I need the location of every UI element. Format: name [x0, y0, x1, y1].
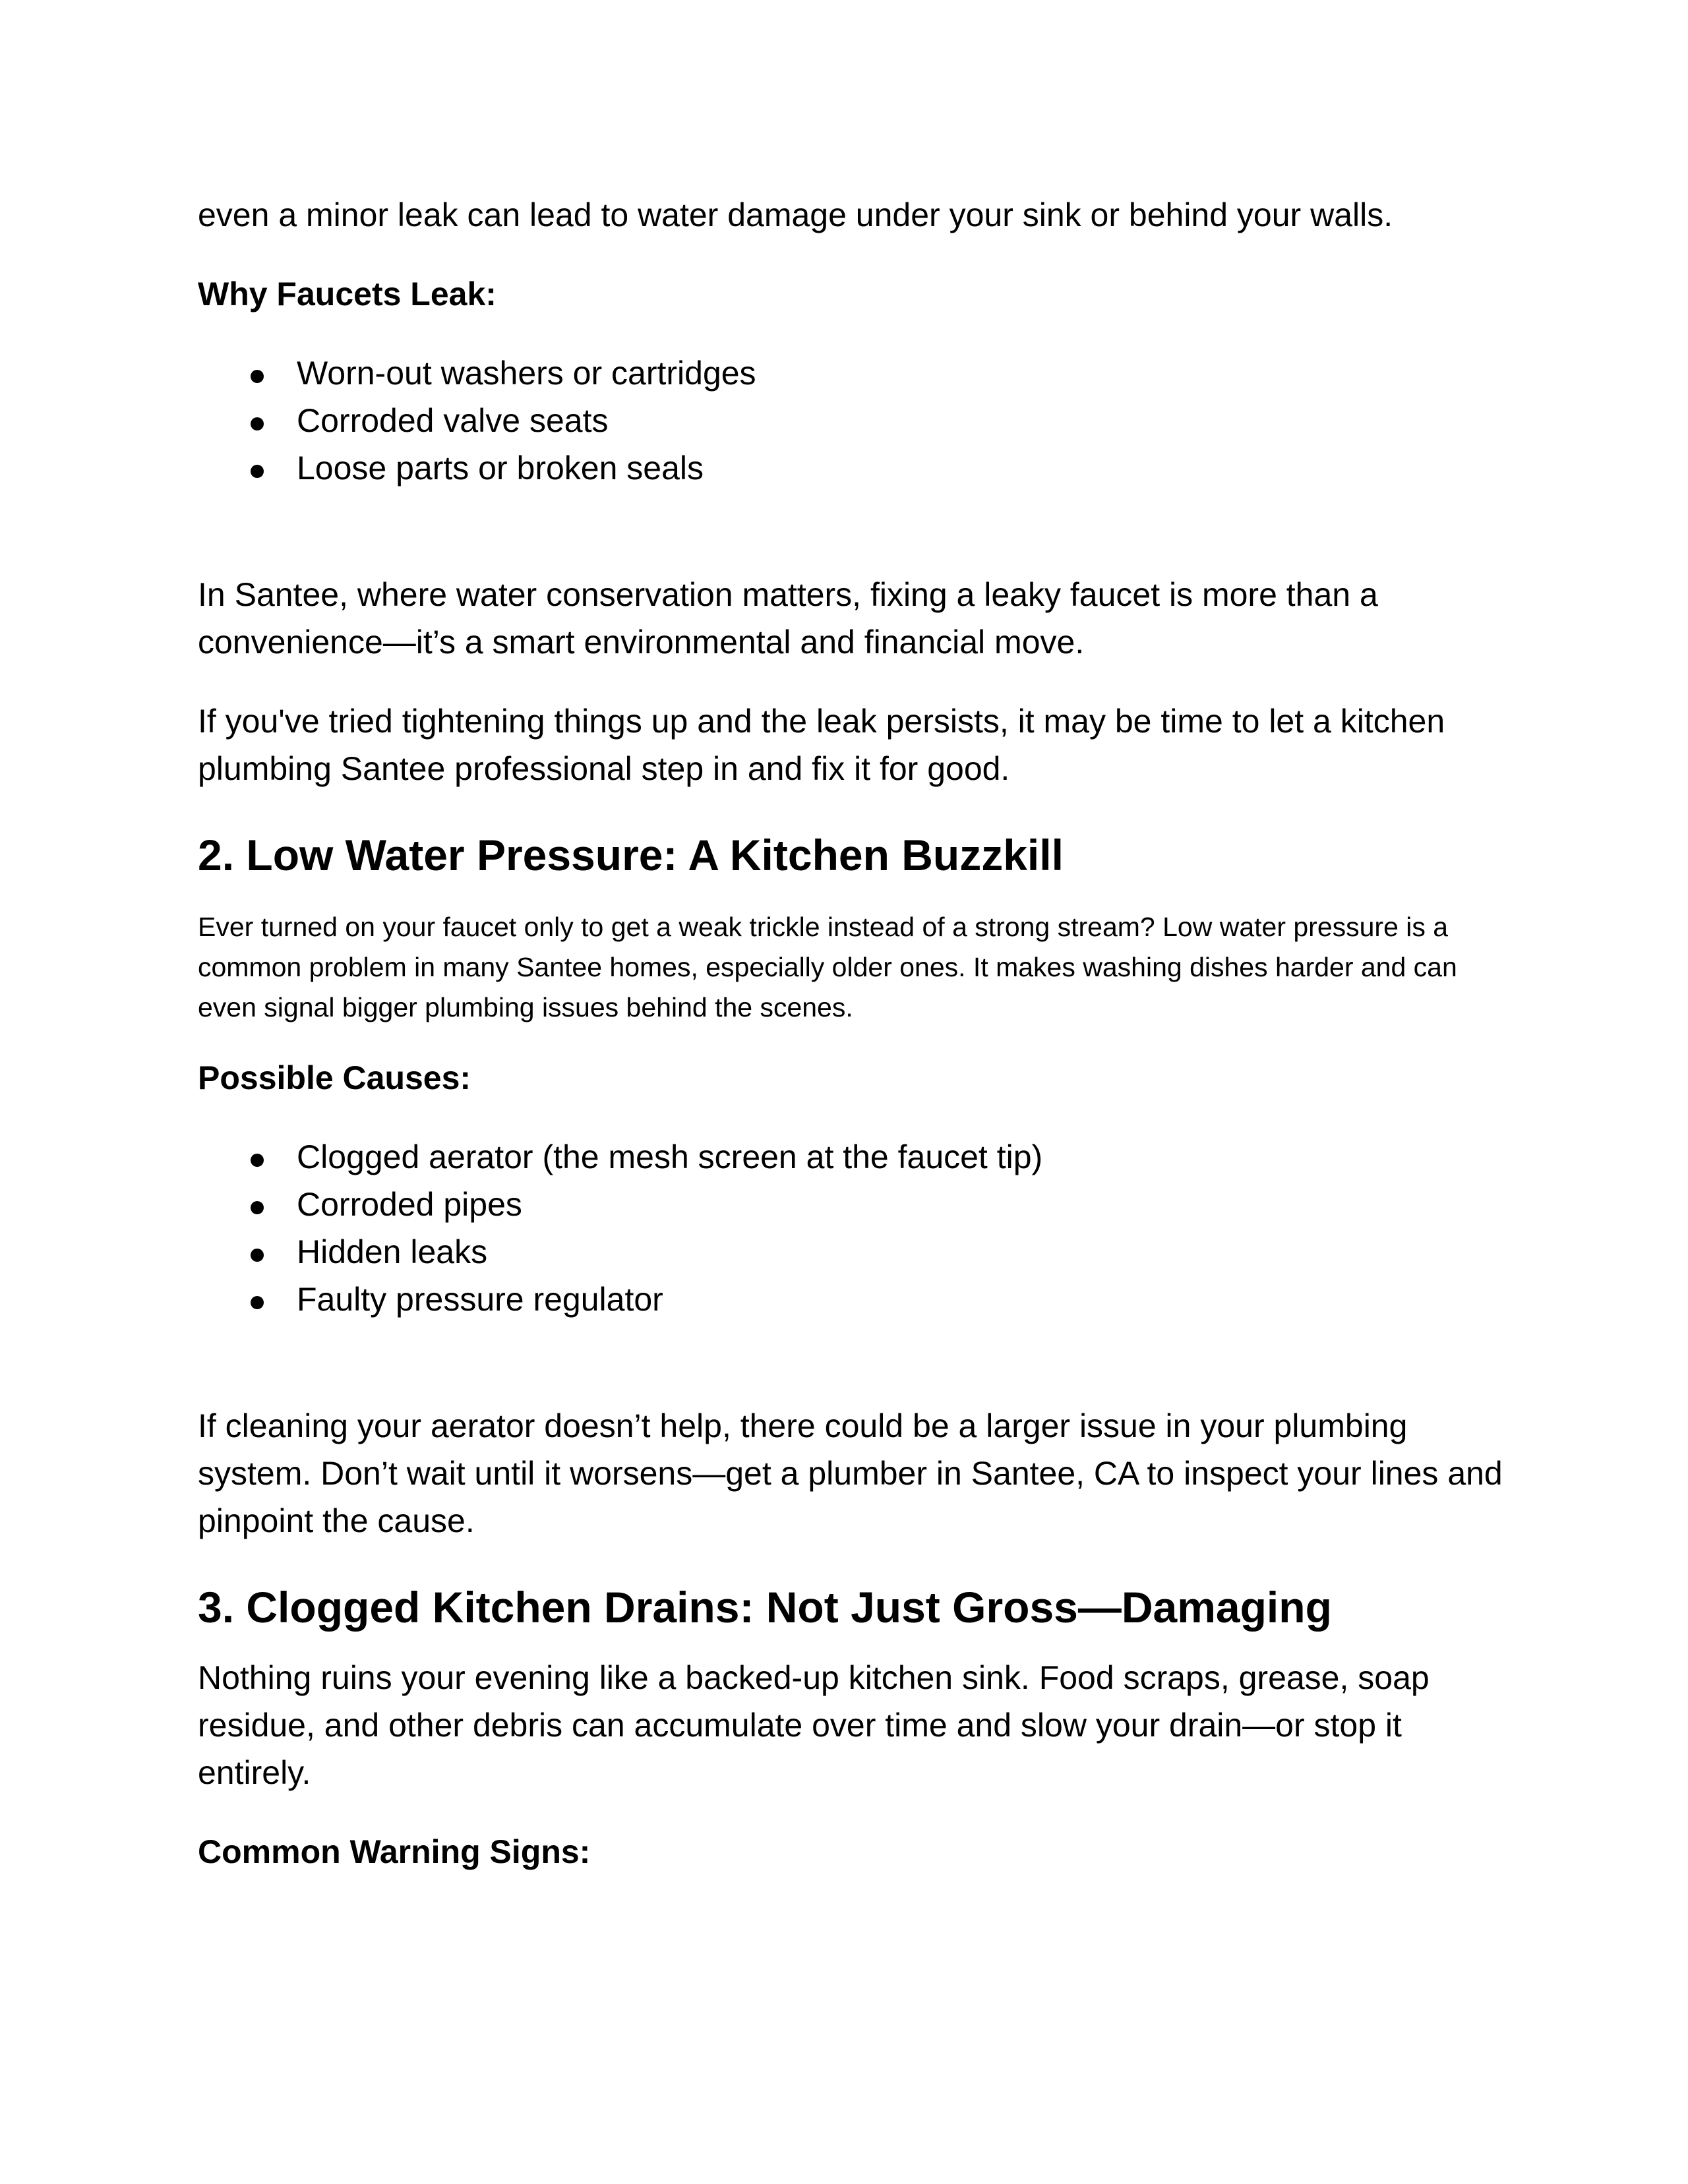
list-item: Hidden leaks [198, 1228, 1503, 1276]
bullet-icon [251, 465, 264, 478]
list-item: Faulty pressure regulator [198, 1276, 1503, 1323]
intro-continuation-paragraph: even a minor leak can lead to water damage under your sink or behind your walls. [198, 196, 1393, 233]
common-warning-signs-heading: Common Warning Signs: [198, 1833, 591, 1870]
bullet-icon [251, 1154, 264, 1167]
section-2-heading: 2. Low Water Pressure: A Kitchen Buzzkill [198, 831, 1064, 879]
santee-conservation-paragraph: In Santee, where water conservation matters, fixing a leaky faucet is more than a convenience—it’s a smart environmental and financial move. [198, 576, 1378, 661]
list-item: Corroded valve seats [198, 397, 1503, 444]
section-3-intro-paragraph: Nothing ruins your evening like a backed-up kitchen sink. Food scraps, grease, soap residue, and other debris can accumulate over time and slow your drain—or stop it entirely. [198, 1659, 1430, 1791]
why-faucets-leak-heading: Why Faucets Leak: [198, 276, 497, 312]
list-item: Clogged aerator (the mesh screen at the faucet tip) [198, 1133, 1503, 1181]
list-item: Worn-out washers or cartridges [198, 349, 1503, 397]
bullet-icon [251, 370, 264, 383]
bullet-icon [251, 1296, 264, 1309]
list-item: Loose parts or broken seals [198, 444, 1503, 492]
document-page [198, 191, 1503, 1875]
low-pressure-causes-list [198, 1133, 1503, 1323]
faucet-leak-causes-list [198, 349, 1503, 492]
aerator-paragraph: If cleaning your aerator doesn’t help, there could be a larger issue in your plumbing system. Don’t wait until it worsens—get a plumber in Santee, CA to inspect your lines and pinpoint the cause. [198, 1407, 1503, 1539]
section-3-heading: 3. Clogged Kitchen Drains: Not Just Gross—Damaging [198, 1583, 1332, 1632]
bullet-icon [251, 417, 264, 430]
section-2-intro-paragraph: Ever turned on your faucet only to get a weak trickle instead of a strong stream? Low water pressure is a common problem in many Santee homes, especially older ones. It makes washing dishes harder and can even signal bigger plumbing issues behind the scenes. [198, 912, 1457, 1022]
leak-persists-paragraph: If you've tried tightening things up and the leak persists, it may be time to let a kitchen plumbing Santee professional step in and fix it for good. [198, 703, 1445, 787]
list-item: Corroded pipes [198, 1181, 1503, 1228]
bullet-icon [251, 1201, 264, 1214]
bullet-icon [251, 1249, 264, 1262]
possible-causes-heading: Possible Causes: [198, 1059, 471, 1096]
